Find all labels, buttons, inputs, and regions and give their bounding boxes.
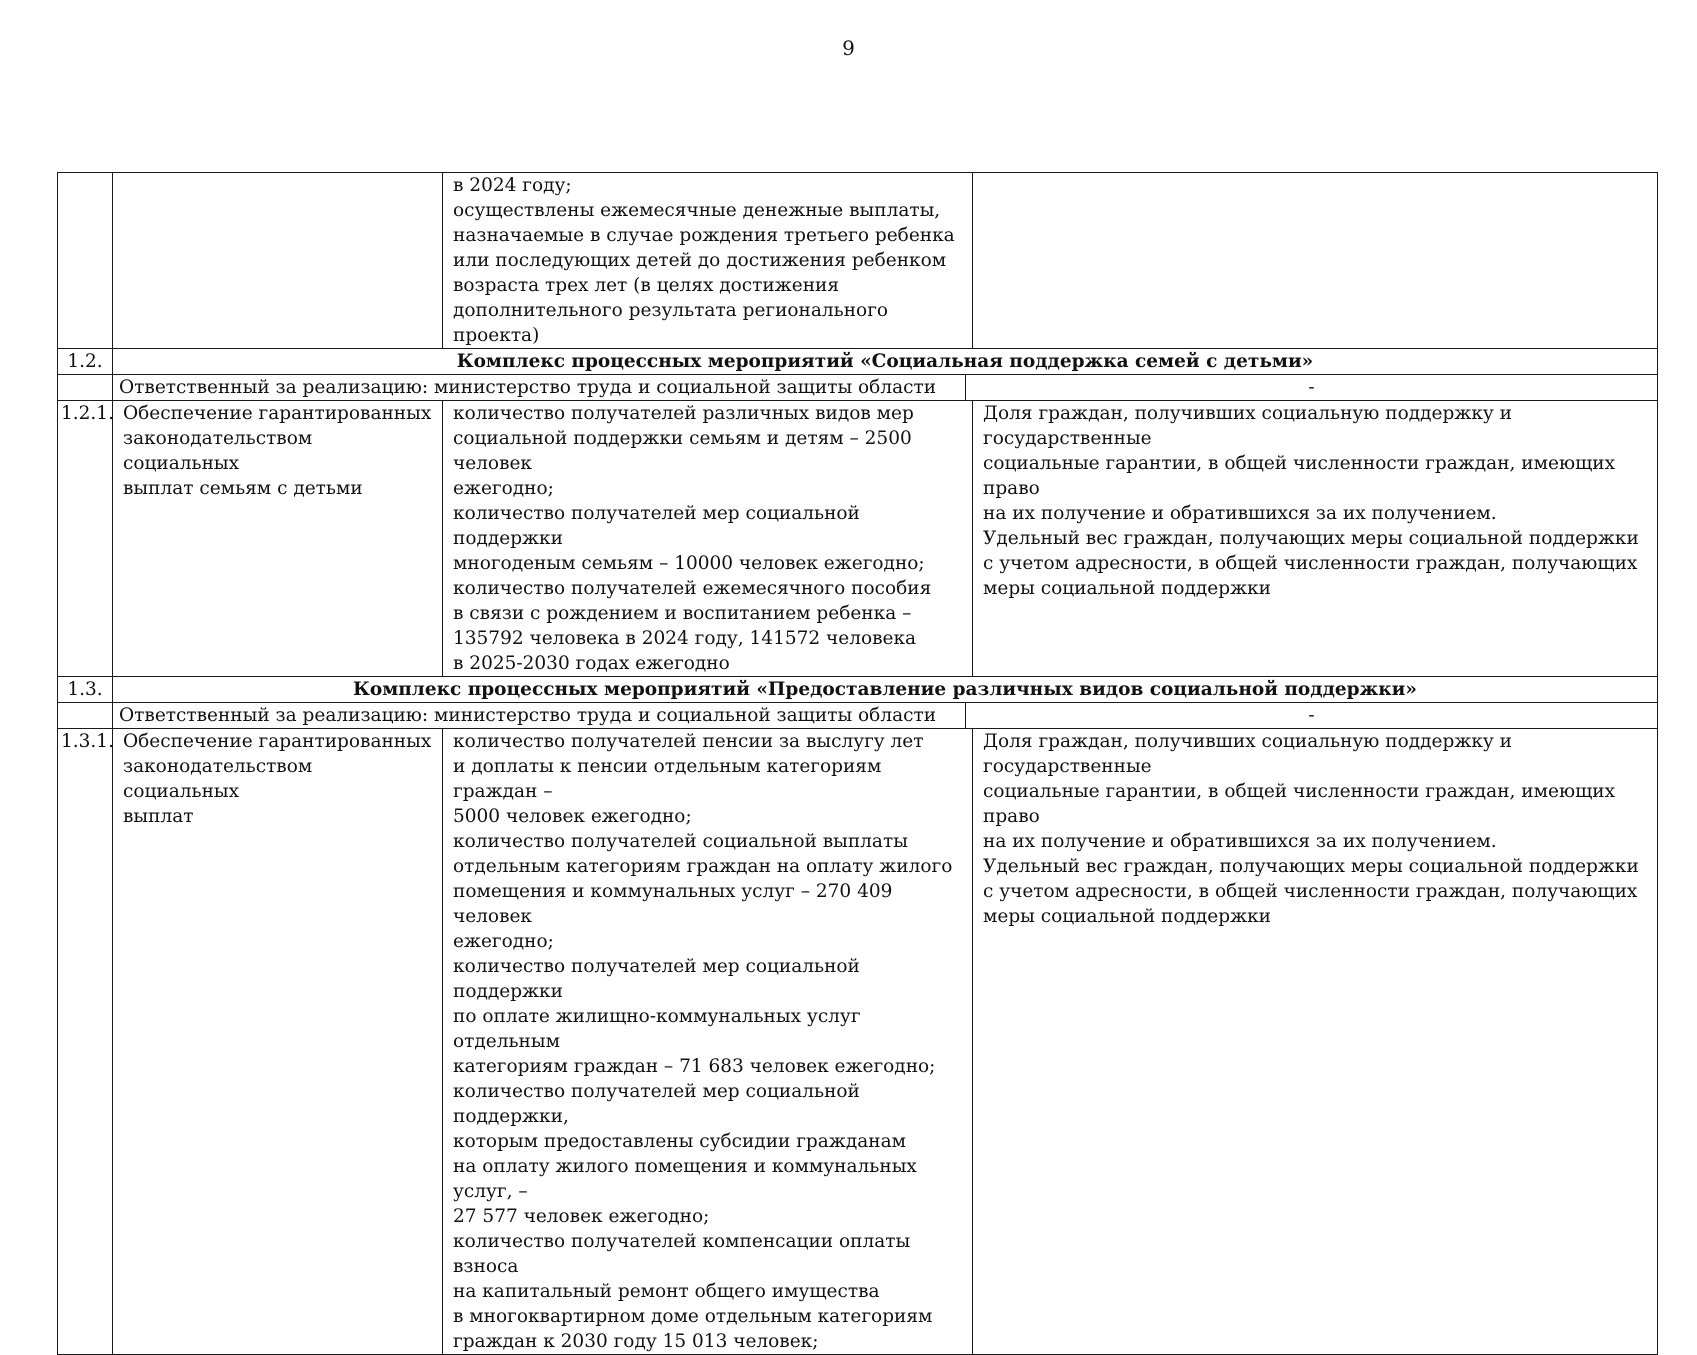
text-line: многоденым семьям – 10000 человек ежегодно; bbox=[453, 553, 925, 574]
indicators-cell bbox=[443, 729, 973, 1355]
section-title: Комплекс процессных мероприятий «Социальная поддержка семей с детьми» bbox=[113, 349, 1658, 375]
row-number: 1.2.1. bbox=[58, 401, 113, 677]
linked-indicators-cell bbox=[973, 173, 1658, 349]
text-line: дополнительного результата регионального проекта) bbox=[453, 300, 889, 346]
text-line: которым предоставлены субсидии гражданам bbox=[453, 1131, 906, 1152]
task-cell bbox=[113, 401, 443, 677]
responsible-row bbox=[58, 703, 1658, 729]
text-line: меры социальной поддержки bbox=[983, 578, 1271, 599]
text-line: выплат семьям с детьми bbox=[123, 478, 363, 499]
num-cell bbox=[58, 173, 113, 349]
table-row bbox=[58, 729, 1658, 1355]
text-line: на оплату жилого помещения и коммунальных услуг, – bbox=[453, 1156, 917, 1202]
text-line: 27 577 человек ежегодно; bbox=[453, 1206, 710, 1227]
text-line: количество получателей пенсии за выслугу лет bbox=[453, 731, 924, 752]
text-line: законодательством социальных bbox=[123, 756, 313, 802]
responsible-text: Ответственный за реализацию: министерство труда и социальной защиты области bbox=[113, 375, 966, 400]
text-line: ежегодно; bbox=[453, 478, 554, 499]
text-line: Удельный вес граждан, получающих меры социальной поддержки bbox=[983, 856, 1639, 877]
text-line: на их получение и обратившихся за их получением. bbox=[983, 503, 1497, 524]
responsible-cell bbox=[113, 703, 1658, 729]
text-line: и доплаты к пенсии отдельным категориям граждан – bbox=[453, 756, 882, 802]
text-line: ежегодно; bbox=[453, 931, 554, 952]
text-line: социальные гарантии, в общей численности граждан, имеющих право bbox=[983, 453, 1616, 499]
responsible-text: Ответственный за реализацию: министерство труда и социальной защиты области bbox=[113, 703, 966, 728]
text-line: возраста трех лет (в целях достижения bbox=[453, 275, 840, 296]
section-heading-row bbox=[58, 349, 1658, 375]
text-line: граждан к 2030 году 15 013 человек; bbox=[453, 1331, 819, 1352]
text-line: меры социальной поддержки bbox=[983, 906, 1271, 927]
linked-indicators-cell bbox=[973, 401, 1658, 677]
text-line: на капитальный ремонт общего имущества bbox=[453, 1281, 880, 1302]
text-line: количество получателей мер социальной поддержки bbox=[453, 503, 860, 549]
empty-cell bbox=[58, 375, 113, 401]
text-line: в 2025-2030 годах ежегодно bbox=[453, 653, 730, 674]
linked-indicators-cell bbox=[973, 729, 1658, 1355]
text-line: или последующих детей до достижения ребенком bbox=[453, 250, 947, 271]
text-line: в связи с рождением и воспитанием ребенка – bbox=[453, 603, 912, 624]
text-line: категориям граждан – 71 683 человек ежегодно; bbox=[453, 1056, 936, 1077]
text-line: осуществлены ежемесячные денежные выплаты, bbox=[453, 200, 941, 221]
text-line: 5000 человек ежегодно; bbox=[453, 806, 692, 827]
responsible-cell bbox=[113, 375, 1658, 401]
text-line: социальной поддержки семьям и детям – 2500 человек bbox=[453, 428, 912, 474]
text-line: отдельным категориям граждан на оплату жилого bbox=[453, 856, 953, 877]
text-line: количество получателей мер социальной поддержки bbox=[453, 956, 860, 1002]
text-line: с учетом адресности, в общей численности граждан, получающих bbox=[983, 553, 1638, 574]
text-line: Удельный вес граждан, получающих меры социальной поддержки bbox=[983, 528, 1639, 549]
text-line: в 2024 году; bbox=[453, 175, 572, 196]
text-line: Обеспечение гарантированных bbox=[123, 731, 432, 752]
table-row bbox=[58, 401, 1658, 677]
text-line: социальные гарантии, в общей численности граждан, имеющих право bbox=[983, 781, 1616, 827]
text-line: помещения и коммунальных услуг – 270 409 человек bbox=[453, 881, 893, 927]
text-line: с учетом адресности, в общей численности граждан, получающих bbox=[983, 881, 1638, 902]
row-number: 1.3.1. bbox=[58, 729, 113, 1355]
text-line: Доля граждан, получивших социальную поддержку и государственные bbox=[983, 403, 1513, 449]
section-title: Комплекс процессных мероприятий «Предоставление различных видов социальной поддержки» bbox=[113, 677, 1658, 703]
text-line: количество получателей компенсации оплаты взноса bbox=[453, 1231, 911, 1277]
indicators-cell bbox=[443, 401, 973, 677]
text-line: на их получение и обратившихся за их получением. bbox=[983, 831, 1497, 852]
text-line: количество получателей социальной выплаты bbox=[453, 831, 908, 852]
task-cell bbox=[113, 729, 443, 1355]
responsible-dash: - bbox=[1308, 377, 1315, 398]
text-line: выплат bbox=[123, 806, 194, 827]
text-line: количество получателей ежемесячного пособия bbox=[453, 578, 932, 599]
text-line: количество получателей различных видов мер bbox=[453, 403, 914, 424]
text-line: Доля граждан, получивших социальную поддержку и государственные bbox=[983, 731, 1513, 777]
page-number: 9 bbox=[842, 36, 855, 60]
text-line: Обеспечение гарантированных bbox=[123, 403, 432, 424]
text-line: назначаемые в случае рождения третьего ребенка bbox=[453, 225, 955, 246]
responsible-row bbox=[58, 375, 1658, 401]
text-line: по оплате жилищно-коммунальных услуг отдельным bbox=[453, 1006, 861, 1052]
text-line: законодательством социальных bbox=[123, 428, 313, 474]
responsible-dash: - bbox=[1308, 705, 1315, 726]
text-line: в многоквартирном доме отдельным категориям bbox=[453, 1306, 933, 1327]
table-row-continuation bbox=[58, 173, 1658, 349]
text-line: количество получателей мер социальной поддержки, bbox=[453, 1081, 860, 1127]
empty-cell bbox=[58, 703, 113, 729]
text-line: 135792 человека в 2024 году, 141572 человека bbox=[453, 628, 917, 649]
measures-table bbox=[57, 172, 1658, 1355]
section-heading-row bbox=[58, 677, 1658, 703]
indicators-cell bbox=[443, 173, 973, 349]
task-cell bbox=[113, 173, 443, 349]
section-number: 1.3. bbox=[58, 677, 113, 703]
section-number: 1.2. bbox=[58, 349, 113, 375]
